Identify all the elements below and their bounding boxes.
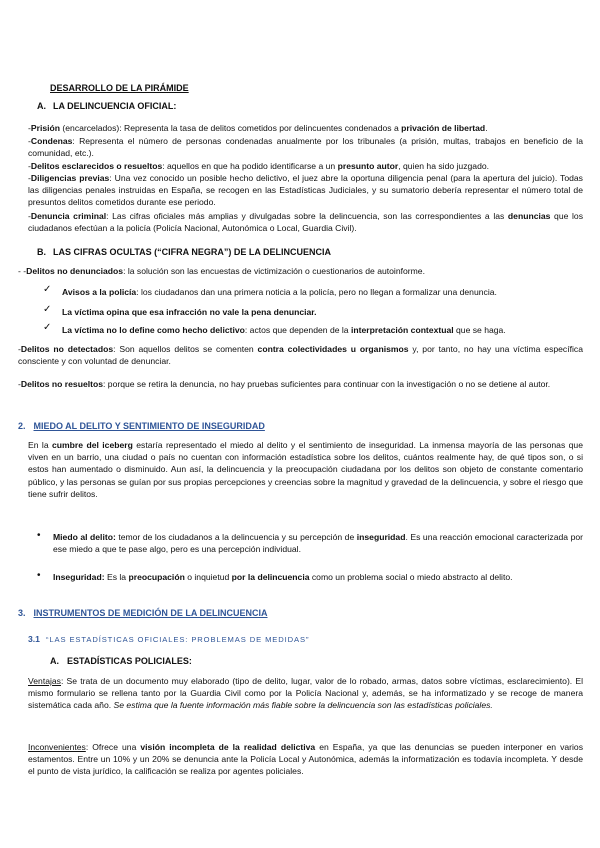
paragraph-prision: -Prisión (encarcelados): Representa la tasa de delitos cometidos por delincuentes condenados a privación de libertad.: [28, 123, 488, 133]
term: Denuncia criminal: [30, 211, 107, 221]
checkmark-icon: ✓: [43, 322, 52, 333]
subsection-title: LA DELINCUENCIA OFICIAL:: [53, 101, 177, 111]
subsection-title: ESTADÍSTICAS POLICIALES:: [67, 656, 192, 666]
checkmark-icon: ✓: [43, 304, 52, 315]
section-heading-2: [18, 420, 265, 432]
section-title: DESARROLLO DE LA PIRÁMIDE: [50, 83, 189, 93]
paragraph-esclarecidos: -Delitos esclarecidos o resueltos: aquellos en que ha podido identificarse a un presunto autor, quien ha sido juzgado.: [28, 161, 490, 171]
term: Diligencias previas: [30, 173, 110, 183]
term: Prisión: [30, 123, 61, 133]
section-title: INSTRUMENTOS DE MEDICIÓN DE LA DELINCUENCIA: [33, 608, 268, 618]
subsection-letter: A.: [50, 656, 59, 666]
list-item: La víctima no lo define como hecho delictivo: actos que dependen de la interpretación contextual que se haga.: [62, 325, 506, 335]
paragraph-diligencias: -Diligencias previas: Una vez conocido un posible hecho delictivo, el juez abre la oportuna diligencia penal (para la apertura del juicio). Todas las diligencias penales instruidas en España, se recogen en las Estadísticas Judiciales, y su sumatorio debería representar el número total de presuntos delitos cometidos durante ese periodo.: [28, 173, 583, 208]
paragraph-no-denunciados: - -Delitos no denunciados: la solución son las encuestas de victimización o cuestionarios de autoinforme.: [18, 266, 425, 276]
paragraph-ventajas: Ventajas: Se trata de un documento muy elaborado (tipo de delito, lugar, valor de lo robado, armas, datos sobre víctimas, esclarecimiento). El mismo formulario se rellena tanto por la Guardia Civil como por la Policía Nacional y, además, se ha informatizado y se recoge de manera sistemática cada año. Se estima que la fuente información más fiable sobre la delincuencia son las estadísticas policiales.: [28, 676, 583, 711]
paragraph-no-detectados: -Delitos no detectados: Son aquellos delitos se comenten contra colectividades u organismos y, por tanto, no hay una víctima específica consciente y con voluntad de denunciar.: [18, 344, 583, 367]
bullet-icon: •: [37, 530, 41, 541]
subsection-letter: B.: [37, 247, 46, 257]
paragraph-no-resueltos: -Delitos no resueltos: porque se retira la denuncia, no hay pruebas suficientes para continuar con la investigación o no se detiene al autor.: [18, 379, 551, 389]
term: Delitos no resueltos: [20, 379, 104, 389]
paragraph-denuncia: -Denuncia criminal: Las cifras oficiales más amplias y divulgadas sobre la delincuencia, son las correspondientes a las denuncias que los ciudadanos efectúan a la policía (Policía Nacional, Autonómica o Local, Guardia Civil).: [28, 211, 583, 234]
subsection-heading-b: [37, 246, 331, 258]
term: Delitos no detectados: [20, 344, 114, 354]
subsection-heading-3-1: [28, 633, 309, 646]
term: Condenas: [30, 136, 73, 146]
bullet-item-inseguridad: Inseguridad: Es la preocupación o inquietud por la delincuencia como un problema social o miedo abstracto al delito.: [53, 572, 513, 582]
section-heading-3: [18, 607, 268, 619]
subsection-heading-policiales: [50, 655, 192, 667]
bullet-item-miedo: Miedo al delito: temor de los ciudadanos a la delincuencia y su percepción de inseguridad. Es una reacción emocional caracterizada por ese miedo a que te pase algo, pero es una percepción individual.: [53, 532, 584, 555]
paragraph-iceberg: En la cumbre del iceberg estaría representado el miedo al delito y el sentimiento de inseguridad. La inmensa mayoría de las personas que viven en un barrio, una ciudad o país no cuentan con información estadística sobre los delitos, cuántos realmente hay, de qué tipos son, o si estos han aumentado o disminuido. Aun así, la delincuencia y la preocupación ciudadana por los delitos son objeto de constante comentario público, y las personas se guían por sus propias percepciones y creencias sobre la magnitud y gravedad de la delincuencia, y sobre el riesgo que tiene sufrir delitos.: [28, 440, 583, 499]
term: Inseguridad:: [53, 572, 105, 582]
list-item: Avisos a la policía: los ciudadanos dan una primera noticia a la policía, pero no llegan a formalizar una denuncia.: [62, 287, 497, 297]
section-number: 2.: [18, 421, 26, 431]
label: Ventajas: [28, 676, 61, 686]
subsection-heading-a: [37, 100, 176, 112]
list-item: La víctima opina que esa infracción no vale la pena denunciar.: [62, 307, 317, 317]
label: Inconvenientes: [28, 742, 86, 752]
term: Miedo al delito:: [53, 532, 116, 542]
subsection-letter: A.: [37, 101, 46, 111]
term: Delitos no denunciados: [26, 266, 124, 276]
subsection-number: 3.1: [28, 634, 40, 644]
bullet-icon: •: [37, 570, 41, 581]
section-number: 3.: [18, 608, 26, 618]
term: Delitos esclarecidos o resueltos: [30, 161, 163, 171]
section-title: MIEDO AL DELITO Y SENTIMIENTO DE INSEGURIDAD: [33, 421, 265, 431]
paragraph-inconvenientes: Inconvenientes: Ofrece una visión incompleta de la realidad delictiva en España, ya que las denuncias se pueden interponer en varios estamentos. Entre un 10% y un 20% se denuncia ante la Policía Local y Autonómica, además la informatización es todavía incompleta. Y desde el punto de vista jurídico, la calificación se realiza por agentes policiales.: [28, 742, 583, 777]
subsection-title: “LAS ESTADÍSTICAS OFICIALES: PROBLEMAS DE MEDIDAS”: [45, 635, 310, 644]
checkmark-icon: ✓: [43, 284, 52, 295]
paragraph-condenas: -Condenas: Representa el número de personas condenadas anualmente por los tribunales (a prisión, multas, trabajos en beneficio de la comunidad, etc.).: [28, 136, 583, 159]
subsection-title: LAS CIFRAS OCULTAS (“CIFRA NEGRA”) DE LA DELINCUENCIA: [53, 247, 331, 257]
